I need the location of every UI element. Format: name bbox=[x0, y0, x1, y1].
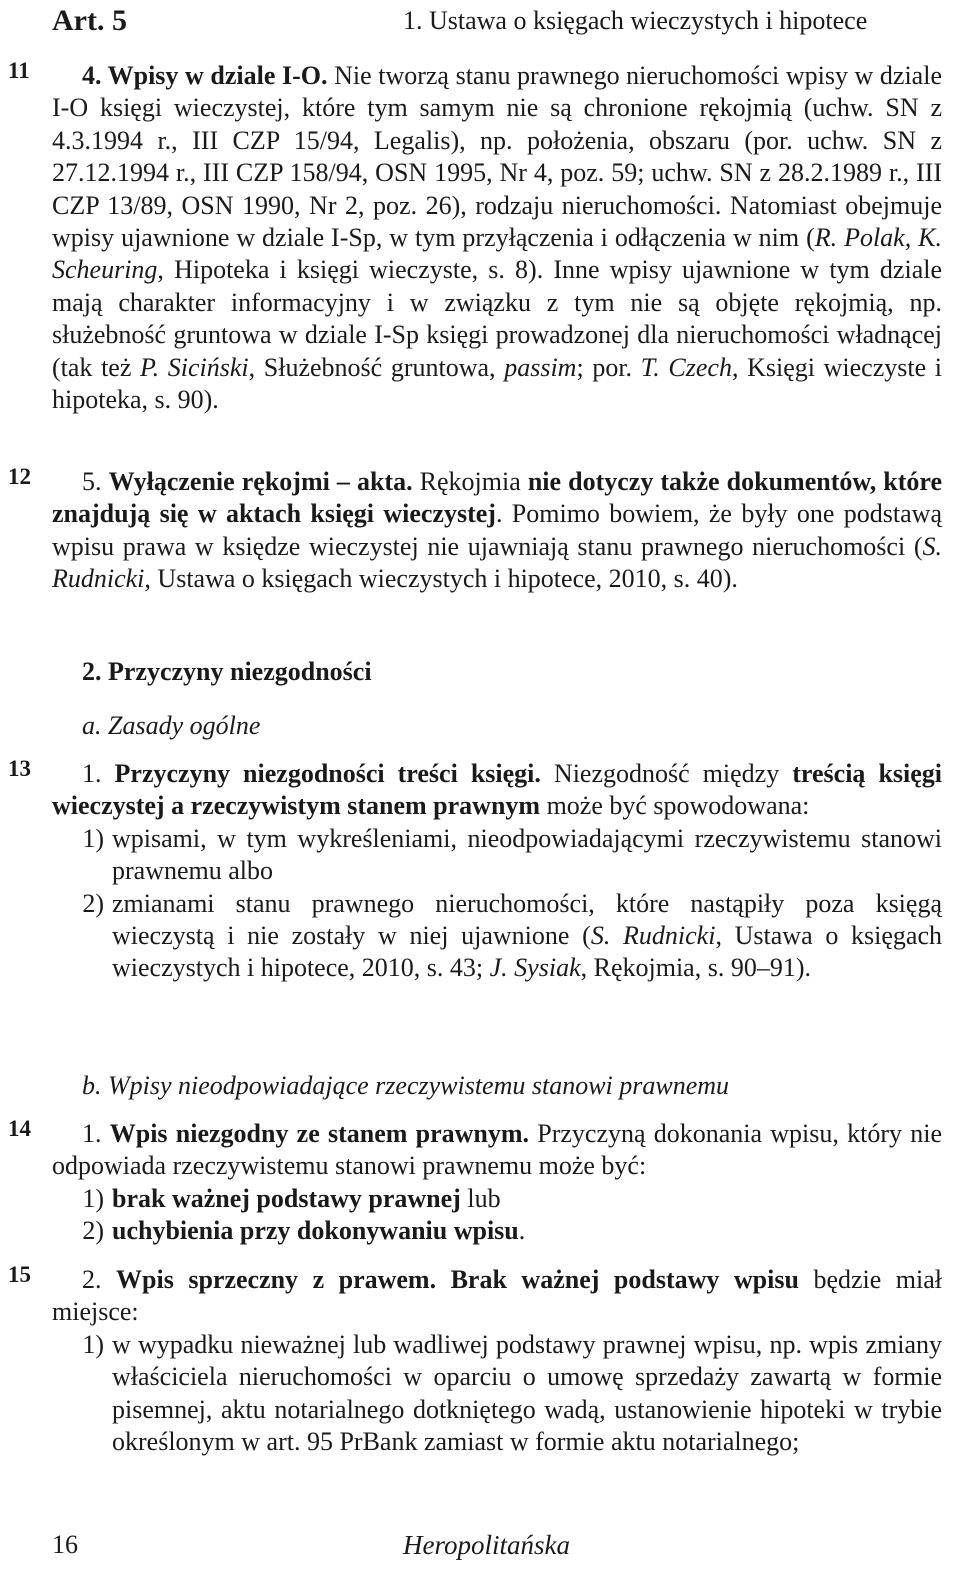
list-item-text bbox=[112, 1183, 942, 1215]
text-run: . Pomimo bowiem, że były one podstawą wpisu prawa w księdze wieczystej nie ujawniają stanu prawnego nieruchomości ( bbox=[52, 499, 942, 561]
list-item-number: 1) bbox=[82, 1183, 104, 1213]
text-run: wpisami, w tym wykreśleniami, nieodpowiadającymi rzeczywistemu stanowi prawnemu albo bbox=[112, 823, 942, 886]
text-run: J. Sysiak bbox=[489, 953, 581, 983]
list-item bbox=[52, 1183, 942, 1215]
text-run: , Służebność gruntowa, bbox=[248, 352, 505, 382]
list-item-text bbox=[112, 823, 942, 888]
list-14 bbox=[52, 1183, 942, 1248]
text-run: nie dotyczy także dokumentów, które znajdują się w aktach księgi wieczystej bbox=[52, 467, 942, 529]
text-run: 5. bbox=[82, 467, 109, 496]
section-heading-2 bbox=[52, 656, 942, 688]
text-run: brak ważnej podstawy prawnej bbox=[112, 1183, 461, 1213]
list-13 bbox=[52, 823, 942, 985]
text-run: lub bbox=[460, 1183, 501, 1213]
text-run: Niezgodność między bbox=[540, 759, 793, 788]
margin-number-15: 15 bbox=[8, 1262, 31, 1287]
paragraph-11 bbox=[52, 60, 942, 416]
text-run: Przyczyny niezgodności treści księgi. bbox=[114, 759, 541, 788]
author-name: Heropolitańska bbox=[403, 1530, 570, 1560]
paragraph-12-text bbox=[52, 466, 942, 596]
text-run: S. Rudnicki bbox=[52, 531, 942, 594]
section-heading-b bbox=[52, 1070, 942, 1102]
text-run: passim bbox=[504, 352, 577, 382]
text-run: ; por. bbox=[576, 352, 641, 382]
margin-number-12: 12 bbox=[8, 464, 31, 489]
text-run: w wypadku nieważnej lub wadliwej podstawy prawnej wpisu, np. wpis zmiany właściciela nieruchomości w oparciu o umowę sprzedaży zawartą w formie pisemnej, aktu notarialnego dotkniętego wadą, ustanowienie hipoteki w trybie określonym w art. 95 PrBank zamiast w formie aktu notarialnego; bbox=[112, 1329, 942, 1457]
list-item bbox=[52, 888, 942, 985]
text-run: zmianami stanu prawnego nieruchomości, które nastąpiły poza księgą wieczystą i nie zostały w niej ujawnione ( bbox=[112, 888, 942, 951]
paragraph-14-text bbox=[52, 1118, 942, 1183]
text-run: T. Czech bbox=[640, 352, 732, 382]
list-item-number: 1) bbox=[82, 1329, 104, 1359]
list-item bbox=[52, 823, 942, 888]
section-heading-a bbox=[52, 710, 942, 742]
list-15 bbox=[52, 1329, 942, 1459]
heading-przyczyny: 2. Przyczyny niezgodności bbox=[82, 657, 372, 686]
paragraph-14 bbox=[52, 1118, 942, 1248]
list-item-number: 2) bbox=[82, 888, 104, 918]
text-run: Wpis niezgodny ze stanem prawnym. bbox=[109, 1119, 530, 1148]
list-item-number: 2) bbox=[82, 1216, 104, 1246]
list-item-text bbox=[112, 1329, 942, 1459]
text-run: treścią księgi wieczystej a rzeczywistym stanem prawnym bbox=[52, 759, 943, 821]
text-run: będzie miał miejsce: bbox=[52, 1265, 943, 1327]
text-run: , Ustawa o księgach wieczystych i hipotece, 2010, s. 43; bbox=[112, 921, 942, 983]
text-run: . bbox=[518, 1216, 526, 1246]
text-run: P. Siciński bbox=[140, 352, 249, 382]
text-run: Wyłączenie rękojmi – akta. bbox=[108, 467, 413, 496]
article-label: Art. 5 bbox=[52, 4, 127, 37]
running-title: 1. Ustawa o księgach wieczystych i hipotece bbox=[403, 6, 868, 35]
list-item bbox=[52, 1215, 942, 1247]
paragraph-13-text bbox=[52, 758, 942, 823]
page-number: 16 bbox=[52, 1530, 78, 1559]
margin-number-13: 13 bbox=[8, 756, 31, 781]
text-run: , Księgi wieczyste i hipoteka, s. 90). bbox=[52, 352, 943, 415]
text-run: , Rękojmia, s. 90–91). bbox=[580, 953, 811, 983]
text-run: 2. bbox=[82, 1265, 117, 1294]
text-run: 4. Wpisy w dziale I-O. bbox=[82, 61, 328, 90]
text-run: Przyczyną dokonania wpisu, który nie odpowiada rzeczywistemu stanowi prawnemu może być: bbox=[52, 1119, 942, 1181]
list-item-text bbox=[112, 888, 942, 985]
margin-number-11: 11 bbox=[8, 58, 30, 83]
paragraph-15 bbox=[52, 1264, 942, 1458]
text-run: 1. bbox=[82, 1119, 110, 1148]
paragraph-12 bbox=[52, 466, 942, 596]
paragraph-15-text bbox=[52, 1264, 942, 1329]
heading-wpisy: b. Wpisy nieodpowiadające rzeczywistemu stanowi prawnemu bbox=[82, 1071, 730, 1100]
text-run: 1. bbox=[82, 759, 115, 788]
text-run: Nie tworzą stanu prawnego nieruchomości wpisy w dziale I-O księgi wieczystej, które tym samym nie są chronione rękojmią (uchw. SN z 4.3.1994 r., III CZP 15/94, Legalis), np. położenia, obszaru (por. uchw. SN z 27.12.1994 r., III CZP 158/94, OSN 1995, Nr 4, poz. 59; uchw. SN z 28.2.1989 r., III CZP 13/89, OSN 1990, Nr 2, poz. 26), rodzaju nieruchomości. Natomiast obejmuje wpisy ujawnione w dziale I-Sp, w tym przyłączenia i odłączenia w nim ( bbox=[52, 61, 942, 253]
text-run: Rękojmia bbox=[412, 467, 528, 496]
text-run: może być spowodowana: bbox=[540, 791, 810, 821]
paragraph-13 bbox=[52, 758, 942, 985]
list-item-number: 1) bbox=[82, 823, 104, 853]
paragraph-11-text bbox=[52, 60, 942, 416]
text-run: S. Rudnicki bbox=[590, 921, 716, 951]
text-run: R. Polak, K. Scheuring bbox=[52, 223, 942, 285]
text-run: uchybienia przy dokonywaniu wpisu bbox=[112, 1216, 519, 1246]
list-item bbox=[52, 1329, 942, 1459]
margin-number-14: 14 bbox=[8, 1116, 31, 1141]
text-run: Wpis sprzeczny z prawem. Brak ważnej podstawy wpisu bbox=[116, 1265, 799, 1294]
text-run: , Hipoteka i księgi wieczyste, s. 8). Inne wpisy ujawnione w tym dziale mają charakter informacyjny i w związku z tym nie są objęte rękojmią, np. służebność gruntowa w dziale I-Sp księgi prowadzonej dla nieruchomości władnącej (tak też bbox=[52, 255, 942, 382]
text-run: , Ustawa o księgach wieczystych i hipotece, 2010, s. 40). bbox=[144, 564, 738, 594]
list-item-text bbox=[112, 1215, 942, 1247]
heading-zasady: a. Zasady ogólne bbox=[82, 711, 261, 740]
